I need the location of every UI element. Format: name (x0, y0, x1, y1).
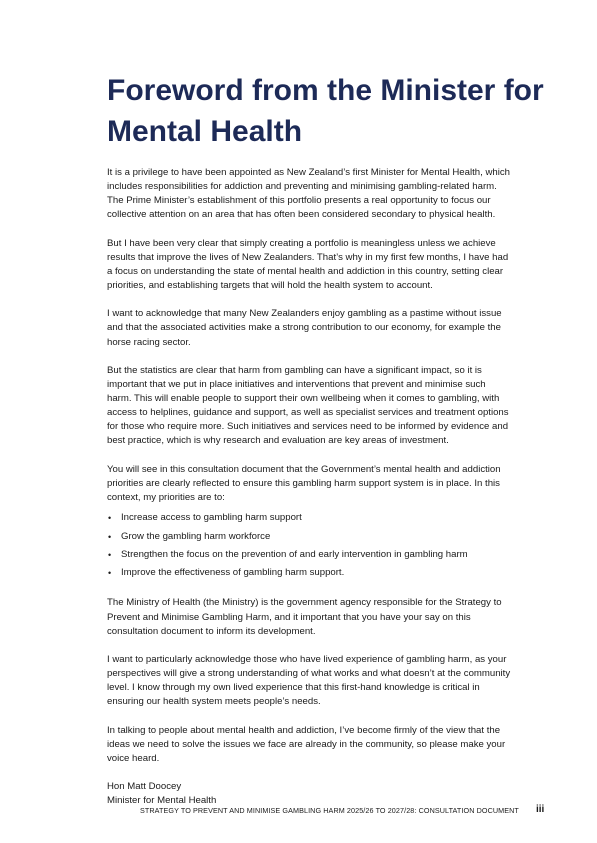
paragraph: It is a privilege to have been appointed as New Zealand’s first Minister for Mental Health, which includes responsibilities for addiction and preventing and minimising gambling-related harm. The Prime Minister’s establishment of this portfolio presents a real opportunity to focus our collective attention on an area that has often been considered secondary to physical health. (107, 167, 510, 221)
list-item-text: Grow the gambling harm workforce (121, 530, 271, 542)
paragraph: In talking to people about mental health and addiction, I’ve become firmly of the view that the ideas we need to solve the issues we face are already in the community, so please make your voice heard. (107, 724, 506, 764)
signatory-name: Hon Matt Doocey (107, 781, 182, 793)
bullet-icon: • (108, 567, 112, 578)
signatory-role: Minister for Mental Health (107, 795, 217, 807)
paragraph: But I have been very clear that simply creating a portfolio is meaningless unless we achieve results that improve the lives of New Zealanders. That’s why in my first few months, I have had a focus on understanding the state of mental health and addiction in this country, setting clear priorities, and establishing targets that will hold the health system to account. (107, 237, 509, 291)
page-number: iii (536, 804, 545, 815)
list-item-text: Strengthen the focus on the prevention of and early intervention in gambling harm (121, 548, 468, 560)
signature-block (107, 780, 512, 808)
page-title: Foreword from the Minister for Mental Health (107, 74, 544, 148)
list-item-text: Increase access to gambling harm support (121, 512, 302, 524)
list-item (107, 509, 512, 527)
priorities-list (107, 509, 512, 582)
paragraph: I want to particularly acknowledge those who have lived experience of gambling harm, as your perspectives will give a strong understanding of what works and what doesn’t at the community level. I know through my own lived experience that this first-hand knowledge is critical in ensuring our health system meets people’s needs. (107, 654, 511, 708)
list-item (107, 564, 512, 582)
footer-document-title: STRATEGY TO PREVENT AND MINIMISE GAMBLING HARM 2025/26 TO 2027/28: CONSULTATION DOCUMENT (140, 806, 519, 815)
list-item (107, 528, 512, 546)
bullet-icon: • (108, 531, 112, 542)
list-item-text: Improve the effectiveness of gambling harm support. (121, 566, 345, 578)
paragraph: But the statistics are clear that harm from gambling can have a significant impact, so it is important that we put in place initiatives and interventions that prevent and minimise such harm. This will enable people to support their own wellbeing when it comes to gambling, with access to helplines, guidance and support, as well as specialist services and treatment options for those who require more. Such initiatives and services need to be informed by evidence and best practice, which is why research and evaluation are key areas of investment. (107, 364, 509, 447)
bullet-icon: • (108, 513, 112, 524)
bullet-icon: • (108, 549, 112, 560)
paragraph: You will see in this consultation document that the Government’s mental health and addiction priorities are clearly reflected to ensure this gambling harm support system is in place. In this context, my priorities are to: (107, 463, 501, 503)
paragraph: I want to acknowledge that many New Zealanders enjoy gambling as a pastime without issue and that the associated activities make a strong contribution to our economy, for example the horse racing sector. (107, 308, 502, 348)
paragraph: The Ministry of Health (the Ministry) is the government agency responsible for the Strategy to Prevent and Minimise Gambling Harm, and it important that you have your say on this consultation document to inform its development. (107, 597, 502, 637)
list-item (107, 546, 512, 564)
foreword-body (107, 166, 512, 808)
